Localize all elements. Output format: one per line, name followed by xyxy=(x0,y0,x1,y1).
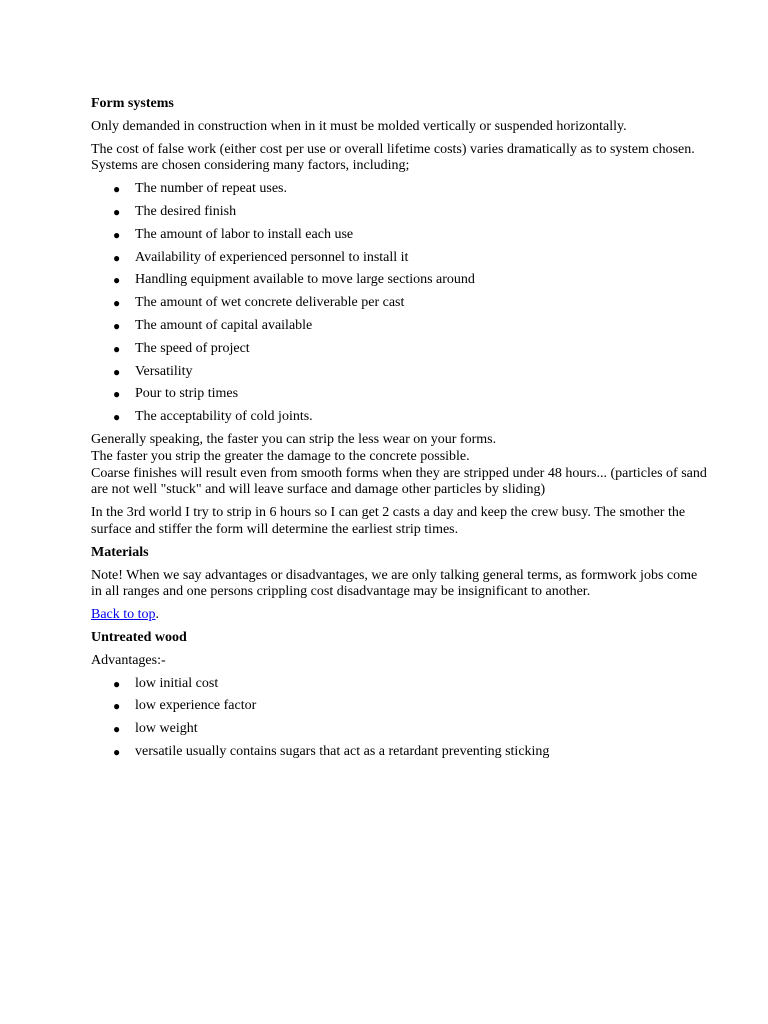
list-item: ● The amount of capital available xyxy=(113,317,313,333)
back-to-top-link[interactable]: Back to top xyxy=(91,607,156,623)
untreated-wood-heading: Untreated wood xyxy=(91,629,187,645)
strip-line-1: Generally speaking, the faster you can strip the less wear on your forms. xyxy=(91,431,497,447)
bullet-icon: ● xyxy=(113,364,121,379)
bullet-icon: ● xyxy=(113,250,121,265)
advantages-list xyxy=(91,676,708,761)
bullet-icon: ● xyxy=(113,387,121,402)
list-item: ● low experience factor xyxy=(113,698,257,714)
bullet-icon: ● xyxy=(113,227,121,242)
list-item: ● The amount of wet concrete deliverable per cast xyxy=(113,295,405,311)
bullet-icon: ● xyxy=(113,744,121,759)
list-item: ● Handling equipment available to move large sections around xyxy=(113,272,475,288)
bullet-icon: ● xyxy=(113,722,121,737)
materials-note: Note! When we say advantages or disadvantages, we are only talking general terms, as formwork jobs come in all ranges and one persons crippling cost disadvantage may be insignificant to another. xyxy=(91,567,698,600)
list-item: ● The number of repeat uses. xyxy=(113,181,287,197)
third-world-paragraph: In the 3rd world I try to strip in 6 hours so I can get 2 casts a day and keep the crew busy. The smother the surface and stiffer the form will determine the earliest strip times. xyxy=(91,505,686,537)
list-item: ● The amount of labor to install each use xyxy=(113,226,354,242)
advantages-label: Advantages:- xyxy=(91,652,166,668)
cost-paragraph: The cost of false work (either cost per use or overall lifetime costs) varies dramatically as to system chosen. Systems are chosen considering many factors, including; xyxy=(91,141,695,174)
list-item: ● low weight xyxy=(113,721,198,737)
bullet-icon: ● xyxy=(113,676,121,691)
bullet-icon: ● xyxy=(113,204,121,219)
strip-line-3: Coarse finishes will result even from smooth forms when they are stripped under 48 hours... (particles of sand are not well "stuck" and will leave surface and damage other particles by sliding) xyxy=(91,465,707,498)
factors-list xyxy=(91,181,708,426)
form-systems-intro: Only demanded in construction when in it must be molded vertically or suspended horizontally. xyxy=(91,118,627,134)
list-item: ● versatile usually contains sugars that act as a retardant preventing sticking xyxy=(113,743,550,759)
back-to-top-line: Back to top. xyxy=(91,607,160,623)
list-item: ● low initial cost xyxy=(113,675,219,691)
list-item: ● Versatility xyxy=(113,363,193,379)
bullet-icon: ● xyxy=(113,318,121,333)
bullet-icon: ● xyxy=(113,699,121,714)
list-item: ● The speed of project xyxy=(113,340,250,356)
strip-line-2: The faster you strip the greater the damage to the concrete possible. xyxy=(91,448,470,464)
list-item: ● The acceptability of cold joints. xyxy=(113,409,313,425)
list-item: ● Availability of experienced personnel to install it xyxy=(113,249,409,265)
materials-heading: Materials xyxy=(91,544,149,560)
form-systems-heading: Form systems xyxy=(91,96,174,111)
list-item: ● Pour to strip times xyxy=(113,386,239,402)
bullet-icon: ● xyxy=(113,273,121,288)
bullet-icon: ● xyxy=(113,341,121,356)
bullet-icon: ● xyxy=(113,410,121,425)
list-item: ● The desired finish xyxy=(113,203,237,219)
bullet-icon: ● xyxy=(113,182,121,197)
bullet-icon: ● xyxy=(113,296,121,311)
